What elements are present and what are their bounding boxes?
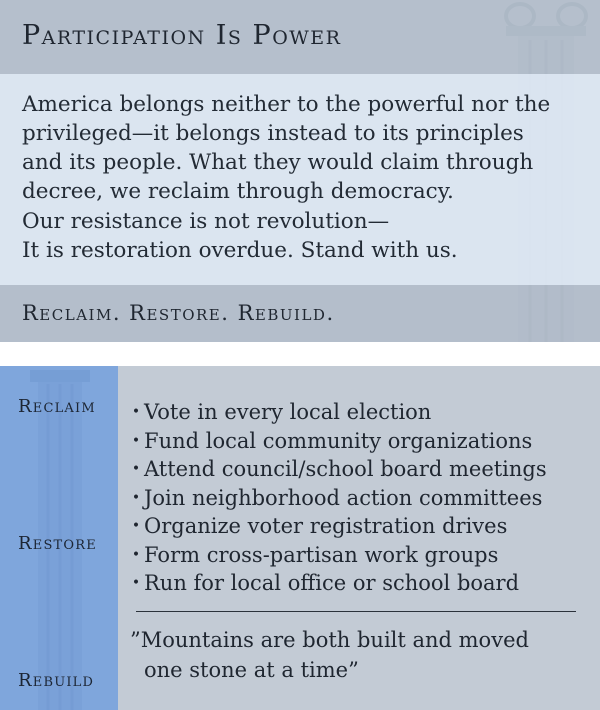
message-box: [0, 74, 600, 285]
message-line: America belongs neither to the powerful nor the: [22, 92, 551, 117]
message-line: decree, we reclaim through democracy.: [22, 179, 454, 204]
bullet: •: [131, 404, 141, 420]
list-item-text: Fund local community organizations: [144, 429, 533, 453]
quote-line-2: one stone at a time”: [144, 658, 359, 682]
list-item: [128, 569, 519, 597]
divider: [136, 611, 576, 612]
sidebar-label-rebuild: Rebuild: [18, 670, 95, 691]
list-item-text: Form cross-partisan work groups: [144, 543, 499, 567]
bullet: •: [131, 547, 141, 563]
list-item-text: Join neighborhood action committees: [144, 486, 543, 510]
list-item-text: Vote in every local election: [144, 400, 432, 424]
bullet: •: [131, 490, 141, 506]
bullet: •: [131, 575, 141, 591]
quote-line-1: ”Mountains are both built and moved: [130, 628, 529, 652]
list-item: [128, 455, 547, 483]
top-panel: [0, 0, 600, 342]
bullet: •: [131, 461, 141, 477]
list-item-text: Run for local office or school board: [144, 571, 520, 595]
sidebar-label-reclaim: Reclaim: [18, 396, 96, 417]
list-item: [128, 512, 507, 540]
sidebar: [0, 366, 118, 710]
message-line: It is restoration overdue. Stand with us.: [22, 238, 458, 263]
message-line: Our resistance is not revolution—: [22, 209, 390, 234]
list-item-text: Attend council/school board meetings: [144, 457, 547, 481]
bottom-panel: [0, 366, 600, 710]
page-title: Participation Is Power: [22, 20, 342, 51]
title-bar: [0, 0, 600, 74]
sidebar-label-restore: Restore: [18, 533, 97, 554]
list-item-text: Organize voter registration drives: [144, 514, 508, 538]
list-item: [128, 398, 431, 426]
list-item: [128, 484, 542, 512]
list-item: [128, 427, 532, 455]
tagline-bar: [0, 285, 600, 342]
tagline: Reclaim. Restore. Rebuild.: [22, 301, 335, 325]
message-line: privileged—it belongs instead to its principles: [22, 121, 524, 146]
bullet: •: [131, 433, 141, 449]
list-item: [128, 541, 498, 569]
message-line: and its people. What they would claim through: [22, 150, 534, 175]
bullet: •: [131, 518, 141, 534]
